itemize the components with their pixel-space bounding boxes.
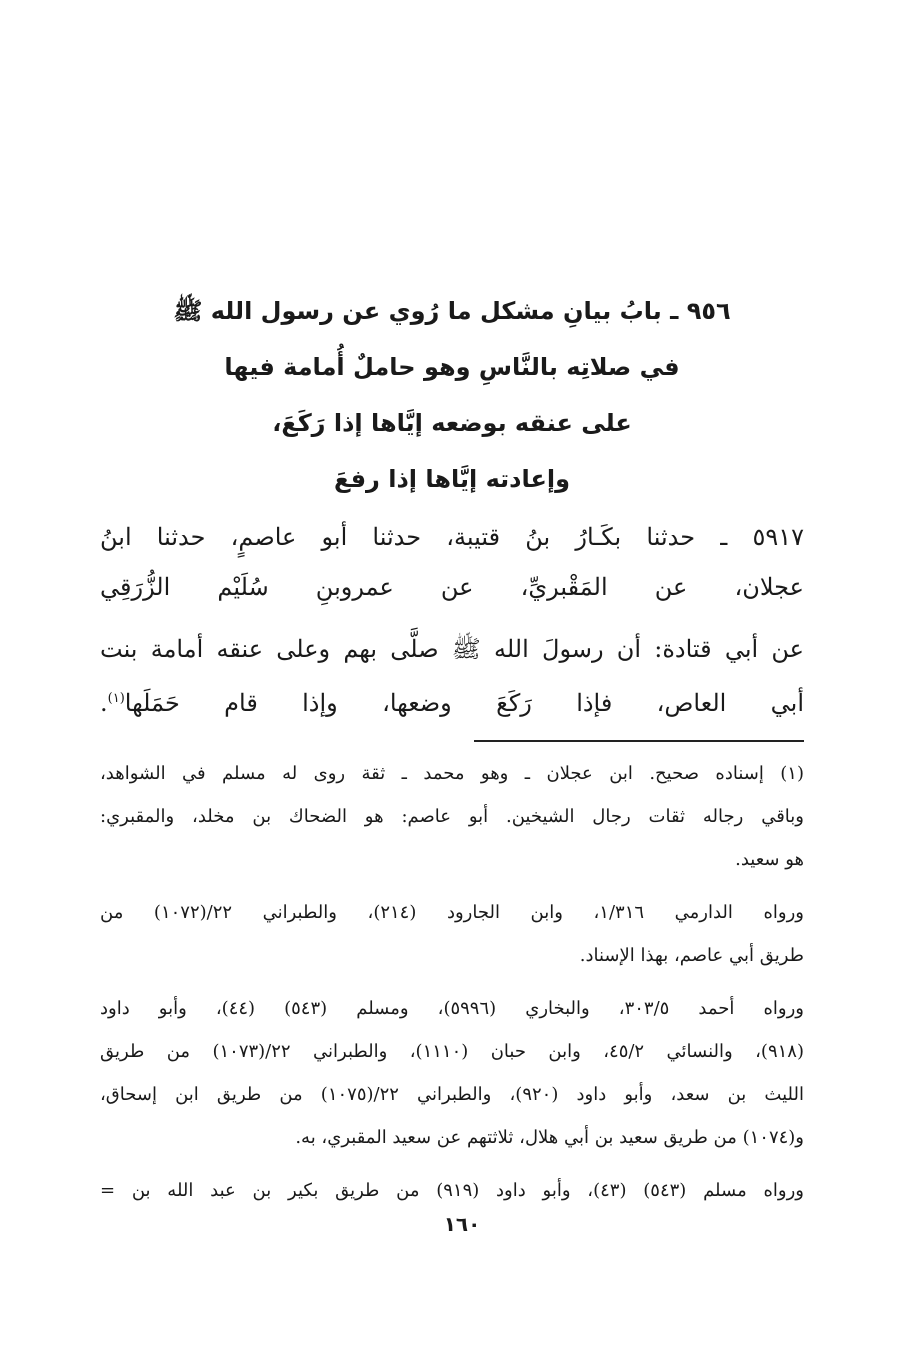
footnote-line: ورواه مسلم (٥٤٣) (٤٣)، وأبو داود (٩١٩) من طريق بكير بن عبد الله بن = xyxy=(100,1180,804,1201)
page-number: ١٦٠ xyxy=(443,1212,481,1236)
heading-line: في صلاتِه بالنَّاسِ وهو حاملٌ أُمامة فيها xyxy=(224,353,680,381)
footnote-line: (٩١٨)، والنسائي ٤٥/٢، وابن حبان (١١١٠)، والطبراني ٢٢/(١٠٧٣) من طريق xyxy=(100,1041,804,1062)
heading-line: ٩٥٦ ـ بابُ بيانِ مشكل ما رُوي عن رسول الله ﷺ xyxy=(173,297,731,325)
end-mark: . xyxy=(100,689,108,717)
footnote-line: ورواه أحمد ٣٠٣/٥، والبخاري (٥٩٩٦)، ومسلم (٥٤٣) (٤٤)، وأبو داود xyxy=(100,998,804,1019)
chapter-heading xyxy=(100,283,804,507)
footnote-line: طريق أبي عاصم، بهذا الإسناد. xyxy=(579,945,804,966)
footnote-line: هو سعيد. xyxy=(735,849,804,870)
matn-line: عن أبي قتادة: أن رسولَ الله ﷺ صلَّى بهم وعلى عنقه أمامة بنت xyxy=(100,635,804,663)
footnotes xyxy=(100,752,804,1212)
isnad-line: عجلان، عن المَقْبريِّ، عن عمروبنِ سُلَيْم الزُّرَقِي xyxy=(100,573,804,601)
footnote-line: الليث بن سعد، وأبو داود (٩٢٠)، والطبراني ٢٢/(١٠٧٥) من طريق ابن إسحاق، xyxy=(100,1084,804,1105)
heading-line: على عنقه بوضعه إيَّاها إذا رَكَعَ، xyxy=(272,409,632,437)
matn-line-last xyxy=(100,674,804,724)
footnote-line: وباقي رجاله ثقات رجال الشيخين. أبو عاصم: هو الضحاك بن مخلد، والمقبري: xyxy=(100,806,804,827)
footnote-marker: (١) xyxy=(107,691,125,706)
footnote-line: (١) إسناده صحيح. ابن عجلان ـ وهو محمد ـ ثقة روى له مسلم في الشواهد، xyxy=(100,763,804,784)
isnad-line: ٥٩١٧ ـ حدثنا بكَـارُ بنُ قتيبة، حدثنا أبو عاصمٍ، حدثنا ابنُ xyxy=(100,523,804,551)
heading-line: وإعادته إيَّاها إذا رفعَ xyxy=(333,465,571,493)
footnote-line: و(١٠٧٤) من طريق سعيد بن أبي هلال، ثلاثتهم عن سعيد المقبري، به. xyxy=(295,1127,804,1148)
footnote-line: ورواه الدارمي ١/٣١٦، وابن الجارود (٢١٤)، والطبراني ٢٢/(١٠٧٢) من xyxy=(100,902,804,923)
footnote-separator xyxy=(474,740,804,742)
matn-text: أبي العاص، فإذا رَكَعَ وضعها، وإذا قام حَمَلَها xyxy=(124,689,804,717)
hadith-text xyxy=(100,512,804,724)
